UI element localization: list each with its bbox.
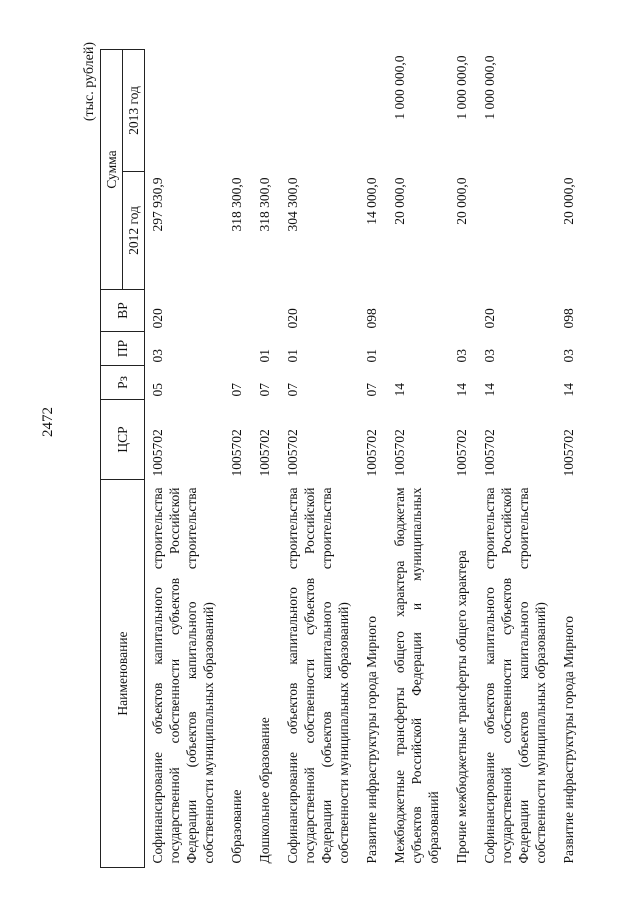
- cell-y2012: 318 300,0: [229, 177, 244, 232]
- table-row: [145, 49, 227, 867]
- header-csr: ЦСР: [101, 400, 145, 480]
- cell-csr: 1005702: [229, 429, 244, 477]
- cell-csr: 1005702: [454, 429, 469, 477]
- header-pr: ПР: [101, 332, 145, 366]
- cell-csr: 1005702: [561, 429, 576, 477]
- cell-name: Дошкольное образование: [257, 717, 272, 864]
- cell-y2012: 318 300,0: [257, 177, 272, 232]
- cell-y2012: 297 930,9: [150, 177, 165, 232]
- cell-name: Софинансирование объектов капитального строительства государственной собственности субъектов Российской Федерации (объектов капитального строительства собственности муниципальных образований): [285, 487, 351, 864]
- cell-y2013: 1 000 000,0: [392, 55, 407, 120]
- header-year-2013: 2013 год: [123, 49, 145, 171]
- table-row: [451, 49, 479, 867]
- cell-rz: 07: [229, 383, 244, 397]
- cell-pr: 03: [150, 349, 165, 363]
- cell-name: Софинансирование объектов капитального строительства государственной собственности субъектов Российской Федерации (объектов капитального строительства собственности муниципальных образований): [150, 487, 216, 864]
- cell-pr: 03: [482, 349, 497, 363]
- cell-y2013: [282, 49, 361, 171]
- header-rz: Рз: [101, 366, 145, 400]
- cell-pr: 03: [454, 349, 469, 363]
- header-vr: ВР: [101, 290, 145, 332]
- header-name: Наименование: [101, 480, 145, 868]
- cell-y2012: 20 000,0: [454, 177, 469, 225]
- cell-vr: [226, 290, 254, 332]
- cell-rz: 14: [454, 383, 469, 397]
- cell-y2013: 1 000 000,0: [454, 55, 469, 120]
- cell-name: Развитие инфраструктуры города Мирного: [561, 616, 576, 864]
- cell-csr: 1005702: [285, 429, 300, 477]
- cell-rz: 14: [561, 383, 576, 397]
- header-sum: Сумма: [101, 49, 123, 289]
- table-row: [361, 49, 389, 867]
- cell-name: Прочие межбюджетные трансферты общего характера: [454, 550, 469, 864]
- cell-rz: 07: [364, 383, 379, 397]
- cell-rz: 07: [257, 383, 272, 397]
- cell-rz: 05: [150, 383, 165, 397]
- cell-pr: 03: [561, 349, 576, 363]
- cell-csr: 1005702: [364, 429, 379, 477]
- cell-y2013: [226, 49, 254, 171]
- header-year-2012: 2012 год: [123, 172, 145, 290]
- table-row: [479, 49, 558, 867]
- cell-vr: 098: [364, 308, 379, 329]
- cell-rz: 07: [285, 383, 300, 397]
- table-row: [254, 49, 282, 867]
- cell-csr: 1005702: [150, 429, 165, 477]
- cell-vr: [389, 290, 451, 332]
- cell-name: Софинансирование объектов капитального строительства государственной собственности субъектов Российской Федерации (объектов капитального строительства собственности муниципальных образований): [482, 487, 548, 864]
- table-row: [558, 49, 586, 867]
- cell-vr: [254, 290, 282, 332]
- cell-y2013: [145, 49, 227, 171]
- cell-vr: 020: [482, 308, 497, 329]
- table-row: [389, 49, 451, 867]
- cell-pr: [226, 332, 254, 366]
- cell-vr: [451, 290, 479, 332]
- cell-y2012: 20 000,0: [561, 177, 576, 225]
- cell-pr: 01: [364, 349, 379, 363]
- cell-csr: 1005702: [392, 429, 407, 477]
- cell-vr: 098: [561, 308, 576, 329]
- cell-pr: 01: [285, 349, 300, 363]
- cell-name: Образование: [229, 789, 244, 864]
- cell-name: Межбюджетные трансферты общего характера бюджетам субъектов Российской Федерации и муниципальных образований: [392, 487, 441, 864]
- cell-name: Развитие инфраструктуры города Мирного: [364, 616, 379, 864]
- cell-y2012: 20 000,0: [392, 177, 407, 225]
- table-row: [226, 49, 254, 867]
- cell-y2013: [254, 49, 282, 171]
- cell-vr: 020: [150, 308, 165, 329]
- cell-pr: [389, 332, 451, 366]
- cell-rz: 14: [482, 383, 497, 397]
- table-body: [145, 49, 587, 867]
- units-label: (тыс. рублей): [82, 42, 97, 122]
- cell-rz: 14: [392, 383, 407, 397]
- cell-pr: 01: [257, 349, 272, 363]
- cell-y2013: [361, 49, 389, 171]
- cell-csr: 1005702: [482, 429, 497, 477]
- cell-y2012: 14 000,0: [364, 177, 379, 225]
- cell-y2012: [479, 172, 558, 290]
- cell-csr: 1005702: [257, 429, 272, 477]
- cell-y2013: 1 000 000,0: [482, 55, 497, 120]
- cell-y2012: 304 300,0: [285, 177, 300, 232]
- page-number: 2472: [40, 407, 56, 437]
- cell-y2013: [558, 49, 586, 171]
- cell-vr: 020: [285, 308, 300, 329]
- budget-table: [100, 49, 586, 868]
- rotated-page: [82, 38, 576, 868]
- table-row: [282, 49, 361, 867]
